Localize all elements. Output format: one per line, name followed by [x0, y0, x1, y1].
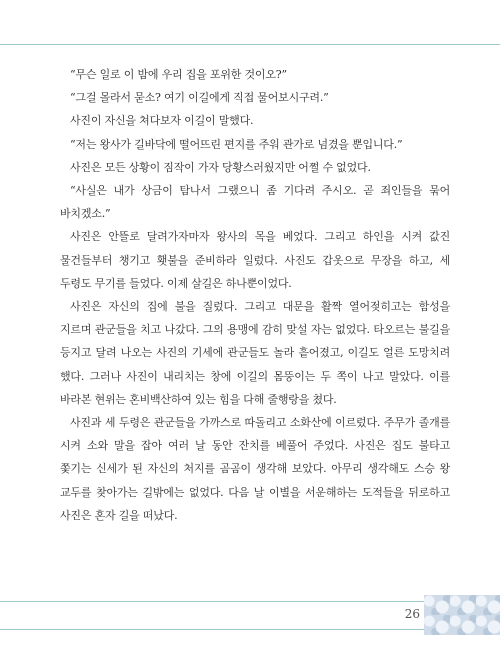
footer-rule [0, 601, 424, 602]
header-rule [0, 44, 500, 45]
paragraph: 사진이 자신을 쳐다보자 이길이 말했다. [70, 114, 254, 128]
paragraph: “그걸 몰라서 묻소? 여기 이길에게 직접 물어보시구려.” [70, 91, 329, 105]
page-number: 26 [404, 607, 420, 621]
paragraph: 사진은 자신의 집에 불을 질렀다. 그리고 대문을 활짝 열어젖히고는 함성을 지르며 관군들을 치고 나갔다. 그의 용맹에 감히 맞설 자는 없었다. 타오르는 불길을 등지고 달려 나오는 사진의 기세에 관군들도 놀라 흩어졌고, 이길도 얼른 도망치려 했다. 그러나 사진이 내리치는 창에 이길의 몸뚱이는 두 쪽이 나고 말았다. 이를 바라본 현위는 혼비백산하여 있는 힘을 다해 줄행랑을 쳤다. [60, 300, 450, 406]
body-text [60, 63, 450, 527]
paragraph: “사실은 내가 상금이 탐나서 그랬으니 좀 기다려 주시오. 곧 죄인들을 묶어 바치겠소.” [60, 184, 450, 221]
paragraph: 사진은 모든 상황이 짐작이 가자 당황스러웠지만 어쩔 수 없었다. [70, 160, 371, 174]
footer-rule-lower [0, 629, 424, 630]
paragraph: “저는 왕사가 길바닥에 떨어뜨린 편지를 주워 관가로 넘겼을 뿐입니다.” [70, 137, 403, 151]
footer-floral-pattern [424, 595, 500, 635]
paragraph: 사진과 세 두령은 관군들을 가까스로 따돌리고 소화산에 이르렀다. 주무가 졸개를 시켜 소와 말을 잡아 여러 날 동안 잔치를 베풀어 주었다. 사진은 집도 불타고 쫓기는 신세가 된 자신의 처지를 곰곰이 생각해 보았다. 아무리 생각해도 스승 왕 교두를 찾아가는 길밖에는 없었다. 다음 날 이별을 서운해하는 도적들을 뒤로하고 사진은 혼자 길을 떠났다. [60, 416, 450, 522]
paragraph: 사진은 안뜰로 달려가자마자 왕사의 목을 베었다. 그리고 하인을 시켜 값진 물건들부터 챙기고 횃불을 준비하라 일렀다. 사진도 갑옷으로 무장을 하고, 세 두령도 무기를 들었다. 이제 살길은 하나뿐이었다. [60, 230, 450, 290]
paragraph: “무슨 일로 이 밤에 우리 집을 포위한 것이오?” [70, 68, 287, 81]
